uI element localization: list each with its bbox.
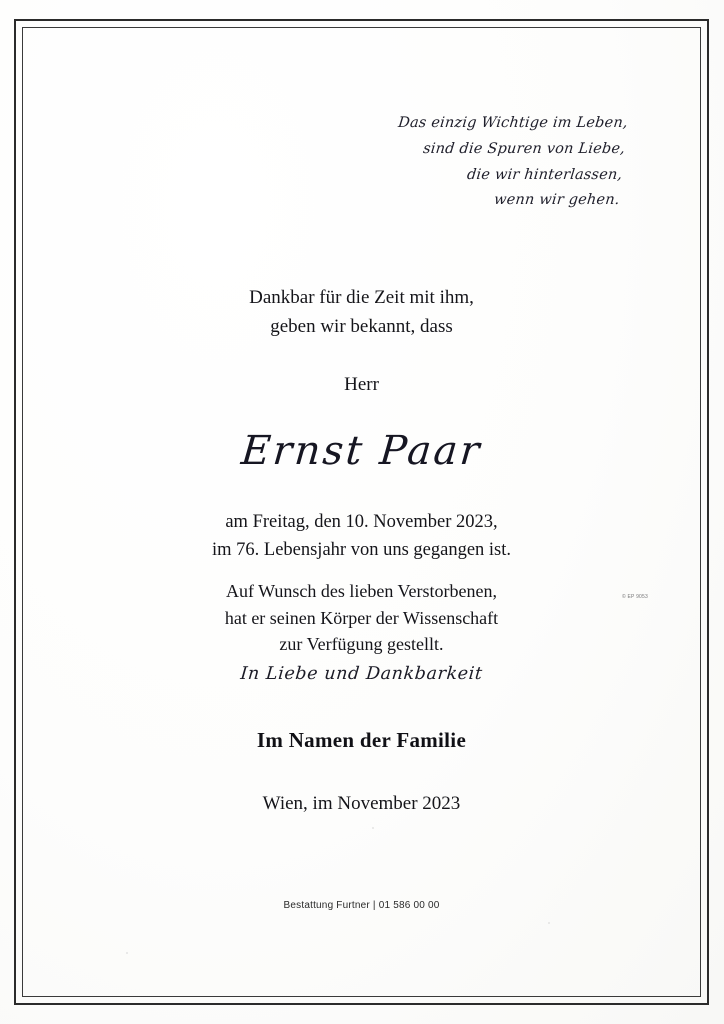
quote-line-1: Das einzig Wichtige im Leben, (397, 115, 630, 131)
lead-line-1: Dankbar für die Zeit mit ihm, (249, 287, 474, 308)
undertaker-contact: Bestattung Furtner | 01 586 00 00 (283, 900, 440, 911)
card-content (53, 38, 670, 986)
copyright-mark: © EP 9053 (622, 594, 648, 600)
quote-line-4: wenn wir gehen. (493, 192, 621, 209)
wish-line-3: zur Verfügung gestellt. (279, 634, 444, 655)
place-and-date: Wien, im November 2023 (262, 793, 461, 814)
card-outer-border (14, 19, 709, 1005)
card-inner-border (22, 27, 701, 997)
death-date-line-1: am Freitag, den 10. November 2023, (225, 512, 498, 532)
lead-text (53, 284, 670, 341)
memorial-quote (389, 111, 629, 214)
family-line: Im Namen der Familie (256, 728, 467, 752)
quote-line-3: die wir hinterlassen, (466, 166, 624, 183)
wish-text (53, 578, 670, 658)
quote-line-2: sind die Spuren von Liebe, (422, 140, 627, 157)
death-date-line-2: im 76. Lebensjahr von uns gegangen ist. (211, 539, 512, 560)
salutation: Herr (344, 374, 379, 395)
wish-line-1: Auf Wunsch des lieben Verstorbenen, (225, 581, 498, 601)
lead-line-2: geben wir bekannt, dass (270, 315, 453, 337)
death-date-text (53, 509, 670, 565)
wish-line-2: hat er seinen Körper der Wissenschaft (224, 607, 499, 628)
closing-script: In Liebe und Dankbarkeit (239, 664, 484, 684)
deceased-name: Ernst Paar (239, 428, 484, 474)
